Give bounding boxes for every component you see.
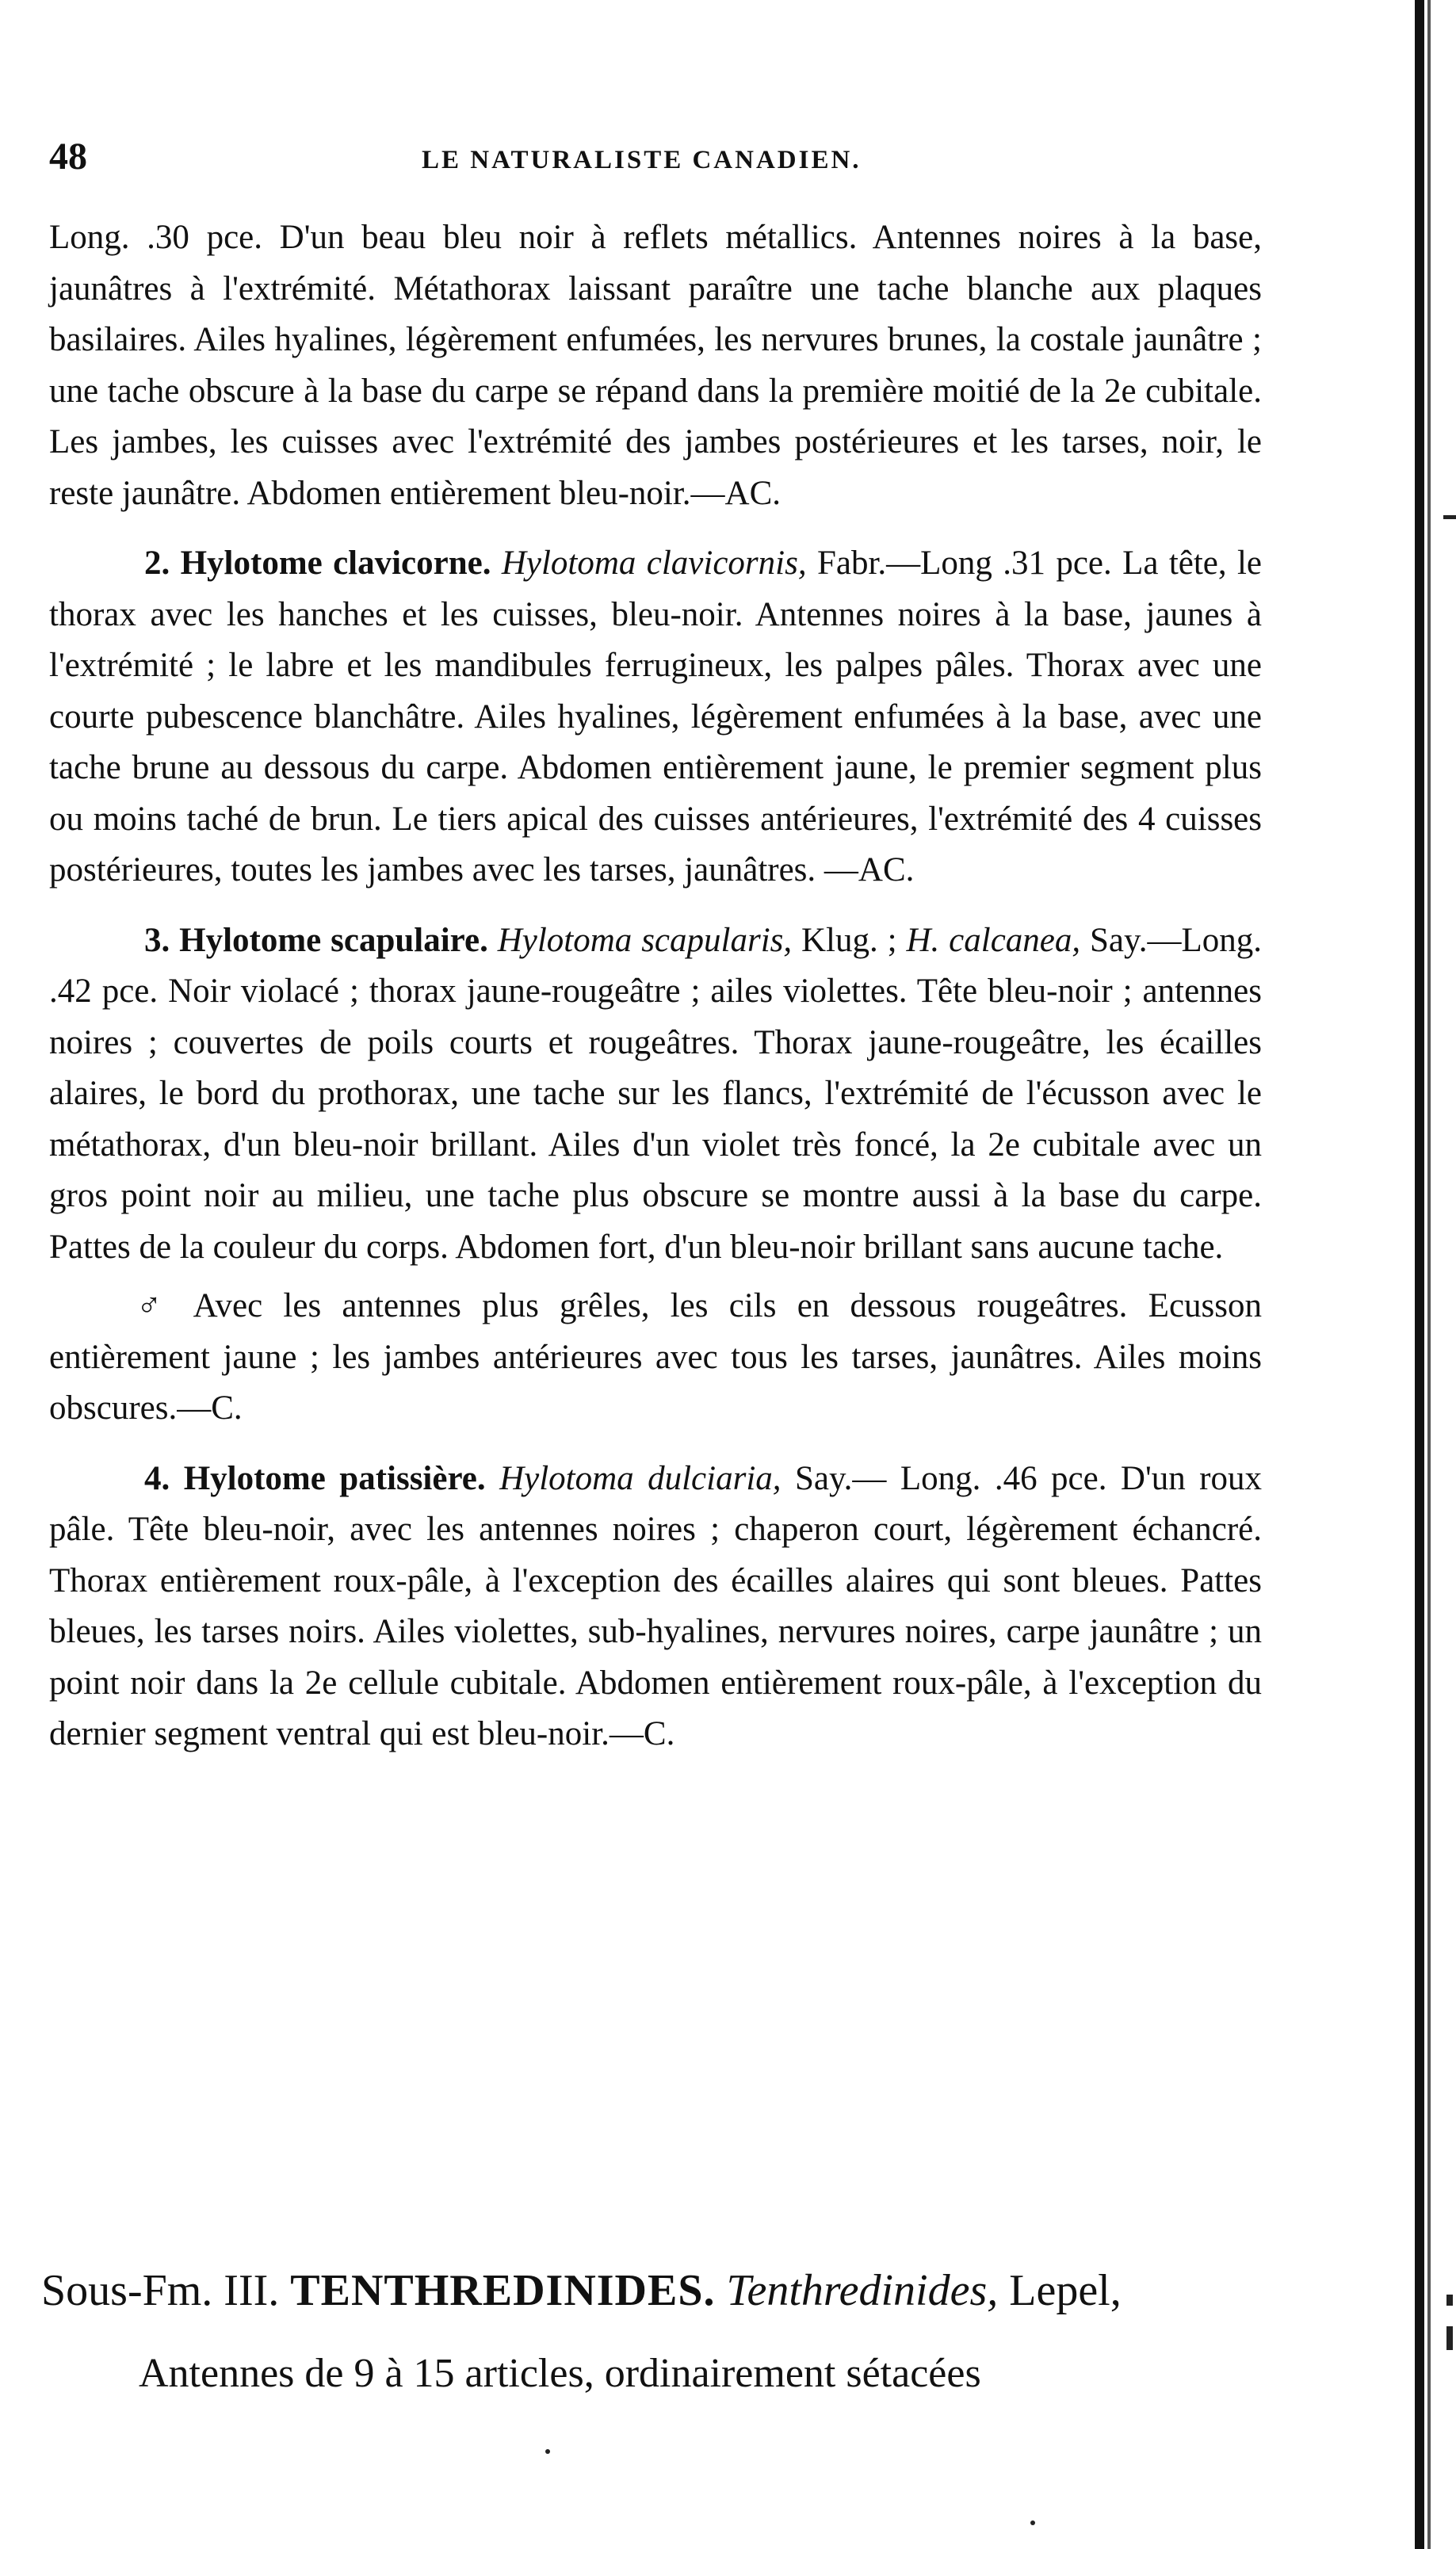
- entry-number: 3.: [144, 921, 170, 959]
- species-common-name: Hylotome scapulaire.: [179, 921, 488, 959]
- entry-number: 2.: [144, 545, 170, 582]
- page-body: [49, 212, 1262, 1760]
- binding-shadow: [1415, 0, 1424, 2549]
- species-common-name: Hylotome clavicorne.: [180, 545, 491, 582]
- page-binding-edge: [1415, 0, 1456, 2549]
- species-synonym: H. calcanea,: [906, 921, 1081, 959]
- species-entry-3: [49, 915, 1262, 1274]
- entry-number: 4.: [144, 1459, 170, 1497]
- subfamily-prefix: Sous-Fm. III.: [41, 2266, 291, 2315]
- species-description: Say.—Long. .42 pce. Noir violacé ; thorax jaune-rougeâtre ; ailes violettes. Tête bleu-noir ; antennes noires ; couvertes de poils courts et rougeâtres. Thorax jaune-rougeâtre, les écailles alaires, le bord du prothorax, une tache sur les flancs, l'extrémité de l'écusson avec le métathorax, d'un bleu-noir brillant. Ailes d'un violet très foncé, la 2e cubitale avec un gros point noir au milieu, une tache plus obscure se montre aussi à la base du carpe. Pattes de la couleur du corps. Abdomen fort, d'un bleu-noir brillant sans aucune tache.: [49, 921, 1262, 1266]
- species-description: Say.— Long. .46 pce. D'un roux pâle. Tête bleu-noir, avec les antennes noires ; chaperon court, légèrement échancré. Thorax entièrement roux-pâle, à l'exception des écailles alaires qui sont bleues. Pattes bleues, les tarses noirs. Ailes violettes, sub-hyalines, nervures noires, carpe jaunâtre ; un point noir dans la 2e cellule cubitale. Abdomen entièrement roux-pâle, à l'exception du dernier segment ventral qui est bleu-noir.—C.: [49, 1459, 1262, 1752]
- species-entry-2: [49, 538, 1262, 896]
- binding-mark: [1446, 2295, 1453, 2306]
- page-header: [49, 135, 1270, 182]
- print-speck: [1030, 2520, 1035, 2525]
- species-latin-name: Hylotoma clavicornis,: [501, 545, 807, 582]
- subfamily-latin: Tenthredinides,: [726, 2266, 999, 2315]
- species-description: Fabr.—Long .31 pce. La tête, le thorax avec les hanches et les cuisses, bleu-noir. Antennes noires à la base, jaunes à l'extrémité ; le labre et les mandibules ferrugineux, les palpes pâles. Thorax avec une courte pubescence blanchâtre. Ailes hyalines, légèrement enfumées à la base, avec une tache brune au dessous du carpe. Abdomen entièrement jaune, le premier segment plus ou moins taché de brun. Le tiers apical des cuisses antérieures, l'extrémité des 4 cuisses postérieures, toutes les jambes avec les tarses, jaunâtres. —AC.: [49, 545, 1263, 889]
- page-number: 48: [49, 136, 87, 178]
- species-entry-4: [49, 1454, 1262, 1760]
- species-latin-name: Hylotoma scapularis,: [497, 921, 793, 959]
- subfamily-title: TENTHREDINIDES.: [290, 2266, 716, 2315]
- print-speck: [545, 2449, 550, 2454]
- binding-mark: [1446, 2326, 1453, 2350]
- paragraph-continued: Long. .30 pce. D'un beau bleu noir à reflets métallics. Antennes noires à la base, jaunâtres à l'extrémité. Métathorax laissant paraître une tache blanche aux plaques basilaires. Ailes hyalines, légèrement enfumées, les nervures brunes, la costale jaunâtre ; une tache obscure à la base du carpe se répand dans la première moitié de la 2e cubitale. Les jambes, les cuisses avec l'extrémité des jambes postérieures et les tarses, noir, le reste jaunâtre. Abdomen entièrement bleu-noir.—AC.: [49, 219, 1262, 512]
- species-common-name: Hylotome patissière.: [183, 1459, 486, 1497]
- subfamily-author: Lepel,: [998, 2266, 1122, 2315]
- binding-mark: [1443, 515, 1456, 519]
- species-latin-name: Hylotoma dulciaria,: [499, 1459, 782, 1497]
- binding-shadow-inner: [1427, 0, 1431, 2549]
- running-head: LE NATURALISTE CANADIEN.: [422, 146, 862, 174]
- male-note: ♂ Avec les antennes plus grêles, les cils en dessous rougeâtres. Ecusson entièrement jaune ; les jambes antérieures avec tous les tarses, jaunâtres. Ailes moins obscures.—C.: [49, 1287, 1262, 1427]
- species-author: Klug. ;: [792, 921, 907, 959]
- subfamily-heading: [41, 2263, 1278, 2318]
- subfamily-description-start: Antennes de 9 à 15 articles, ordinairement sétacées: [139, 2351, 981, 2396]
